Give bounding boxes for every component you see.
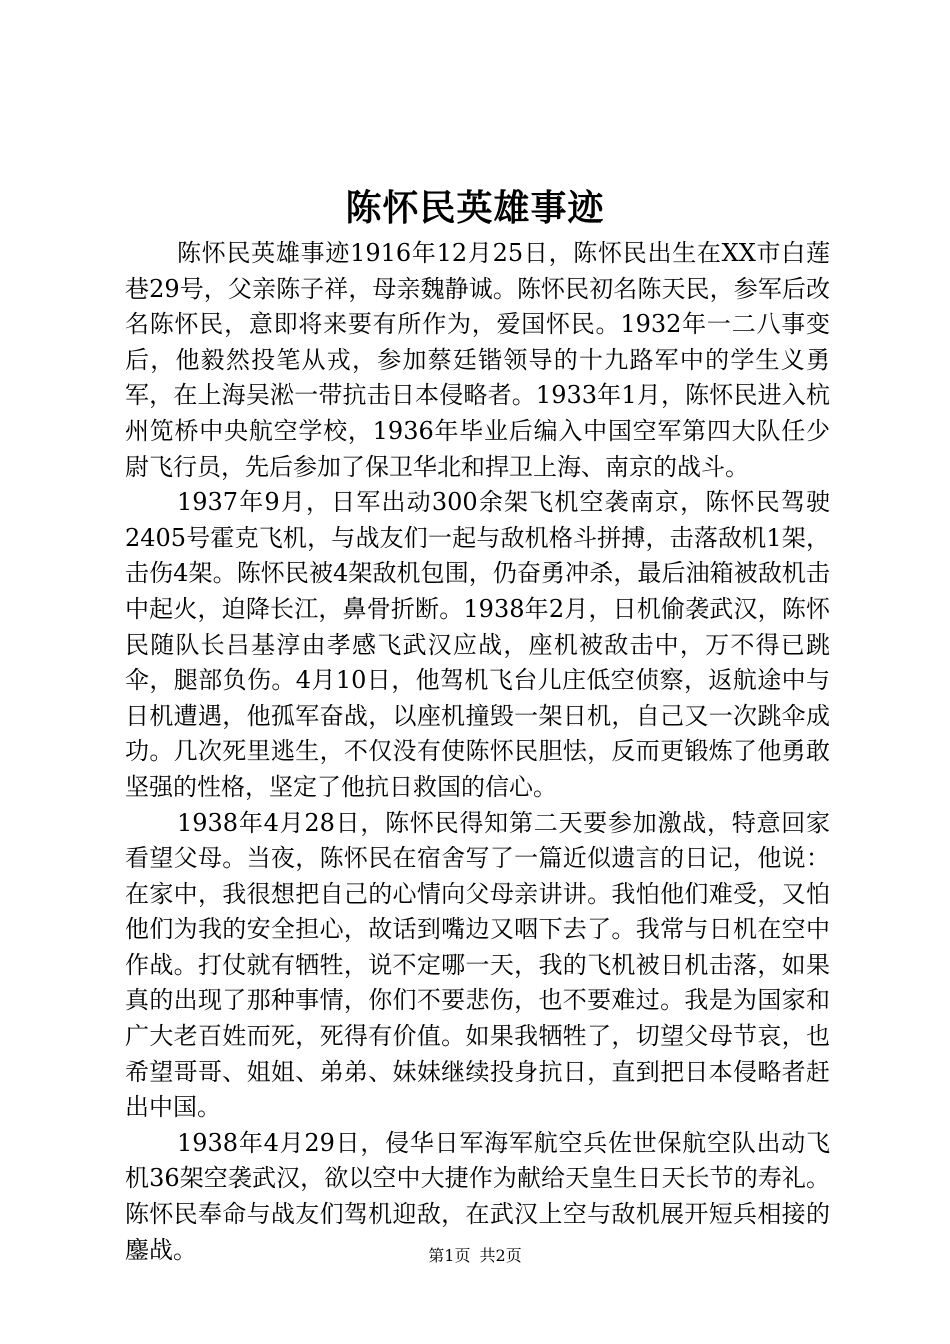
paragraph-2: 1937年9月，日军出动300余架飞机空袭南京，陈怀民驾驶2405号霍克飞机，与战友们一起与敌机格斗拼搏，击落敌机1架，击伤4架。陈怀民被4架敌机包围，仍奋勇冲杀，最后油箱被敌机击中起火，迫降长江，鼻骨折断。1938年2月，日机偷袭武汉，陈怀民随队长吕基淳由孝感飞武汉应战，座机被敌击中，万不得已跳伞，腿部负伤。4月10日，他驾机飞台儿庄低空侦察，返航途中与日机遭遇，他孤军奋战，以座机撞毁一架日机，自己又一次跳伞成功。几次死里逃生，不仅没有使陈怀民胆怯，反而更锻炼了他勇敢坚强的性格，坚定了他抗日救国的信心。 — [125, 488, 830, 801]
page-number-footer: 第1页 共2页 — [428, 1246, 522, 1265]
document-body — [125, 236, 830, 1268]
paragraph-4: 1938年4月29日，侵华日军海军航空兵佐世保航空队出动飞机36架空袭武汉，欲以空中大捷作为献给天皇生日天长节的寿礼。陈怀民奉命与战友们驾机迎敌，在武汉上空与敌机展开短兵相接的鏖战。 — [125, 1128, 830, 1264]
document-title: 陈怀民英雄事迹 — [345, 187, 605, 229]
paragraph-3: 1938年4月28日，陈怀民得知第二天要参加激战，特意回家看望父母。当夜，陈怀民在宿舍写了一篇近似遗言的日记，他说：在家中，我很想把自己的心情向父母亲讲讲。我怕他们难受，又怕他们为我的安全担心，故话到嘴边又咽下去了。我常与日机在空中作战。打仗就有牺牲，说不定哪一天，我的飞机被日机击落，如果真的出现了那种事情，你们不要悲伤，也不要难过。我是为国家和广大老百姓而死，死得有价值。如果我牺牲了，切望父母节哀，也希望哥哥、姐姐、弟弟、妹妹继续投身抗日，直到把日本侵略者赶出中国。 — [125, 808, 830, 1122]
paragraph-1: 陈怀民英雄事迹1916年12月25日，陈怀民出生在XX市白莲巷29号，父亲陈子祥，母亲魏静诚。陈怀民初名陈天民，参军后改名陈怀民，意即将来要有所作为，爱国怀民。1932年一二八事变后，他毅然投笔从戎，参加蔡廷锴领导的十九路军中的学生义勇军，在上海吴淞一带抗击日本侵略者。1933年1月，陈怀民进入杭州笕桥中央航空学校，1936年毕业后编入中国空军第四大队任少尉飞行员，先后参加了保卫华北和捍卫上海、南京的战斗。 — [125, 239, 830, 481]
